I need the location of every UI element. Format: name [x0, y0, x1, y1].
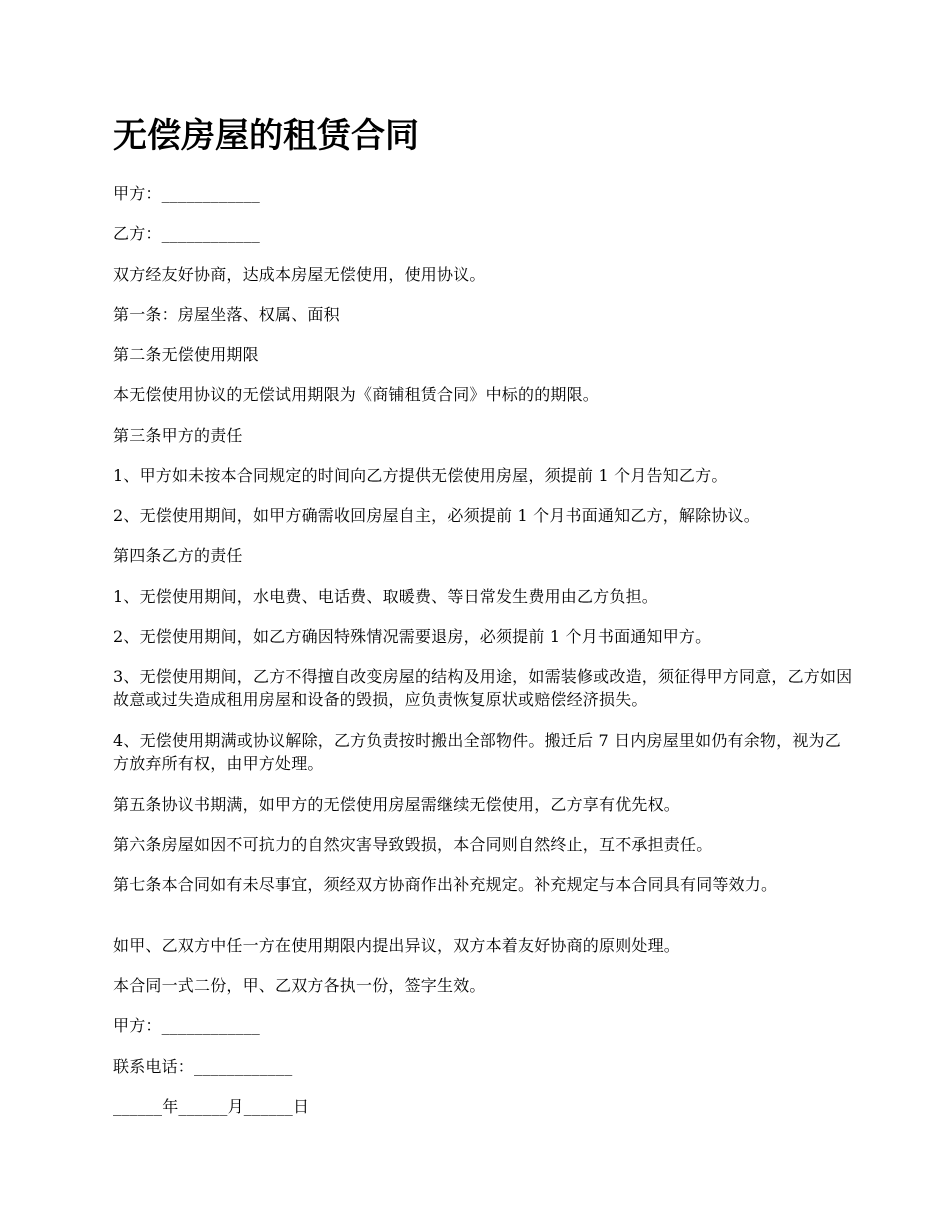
document-title: 无偿房屋的租赁合同 — [113, 116, 419, 156]
article-4-item-3: 3、无偿使用期间，乙方不得擅自改变房屋的结构及用途，如需装修或改造，须征得甲方同意，乙方如因故意或过失造成租用房屋和设备的毁损，应负责恢复原状或赔偿经济损失。 — [113, 667, 853, 709]
article-5: 第五条协议书期满，如甲方的无偿使用房屋需继续无偿使用，乙方享有优先权。 — [113, 795, 681, 814]
copies-clause: 本合同一式二份，甲、乙双方各执一份，签字生效。 — [113, 976, 486, 995]
party-a-line: 甲方：____________ — [113, 184, 261, 203]
intro-paragraph: 双方经友好协商，达成本房屋无偿使用，使用协议。 — [113, 265, 486, 284]
article-2-body: 本无偿使用协议的无偿试用期限为《商铺租赁合同》中标的的期限。 — [113, 385, 600, 404]
article-1: 第一条：房屋坐落、权属、面积 — [113, 305, 340, 324]
signature-party-a: 甲方：____________ — [113, 1016, 261, 1035]
article-4-item-2: 2、无偿使用期间，如乙方确因特殊情况需要退房，必须提前 1 个月书面通知甲方。 — [113, 627, 712, 646]
article-3-heading: 第三条甲方的责任 — [113, 426, 243, 445]
dispute-clause: 如甲、乙双方中任一方在使用期限内提出异议，双方本着友好协商的原则处理。 — [113, 936, 681, 955]
article-6: 第六条房屋如因不可抗力的自然灾害导致毁损，本合同则自然终止，互不承担责任。 — [113, 835, 713, 854]
signature-phone: 联系电话：____________ — [113, 1057, 293, 1076]
article-3-item-2: 2、无偿使用期间，如甲方确需收回房屋自主，必须提前 1 个月书面通知乙方，解除协议。 — [113, 506, 760, 525]
article-4-heading: 第四条乙方的责任 — [113, 546, 243, 565]
party-b-line: 乙方：____________ — [113, 224, 261, 243]
article-4-item-1: 1、无偿使用期间，水电费、电话费、取暖费、等日常发生费用由乙方负担。 — [113, 587, 658, 606]
article-3-item-1: 1、甲方如未按本合同规定的时间向乙方提供无偿使用房屋，须提前 1 个月告知乙方。 — [113, 466, 728, 485]
article-2-heading: 第二条无偿使用期限 — [113, 345, 259, 364]
article-4-item-4: 4、无偿使用期满或协议解除，乙方负责按时搬出全部物件。搬迁后 7 日内房屋里如仍有余物，视为乙方放弃所有权，由甲方处理。 — [113, 731, 841, 773]
signature-date: ______年______月______日 — [113, 1097, 310, 1116]
article-7: 第七条本合同如有未尽事宜，须经双方协商作出补充规定。补充规定与本合同具有同等效力。 — [113, 875, 778, 894]
